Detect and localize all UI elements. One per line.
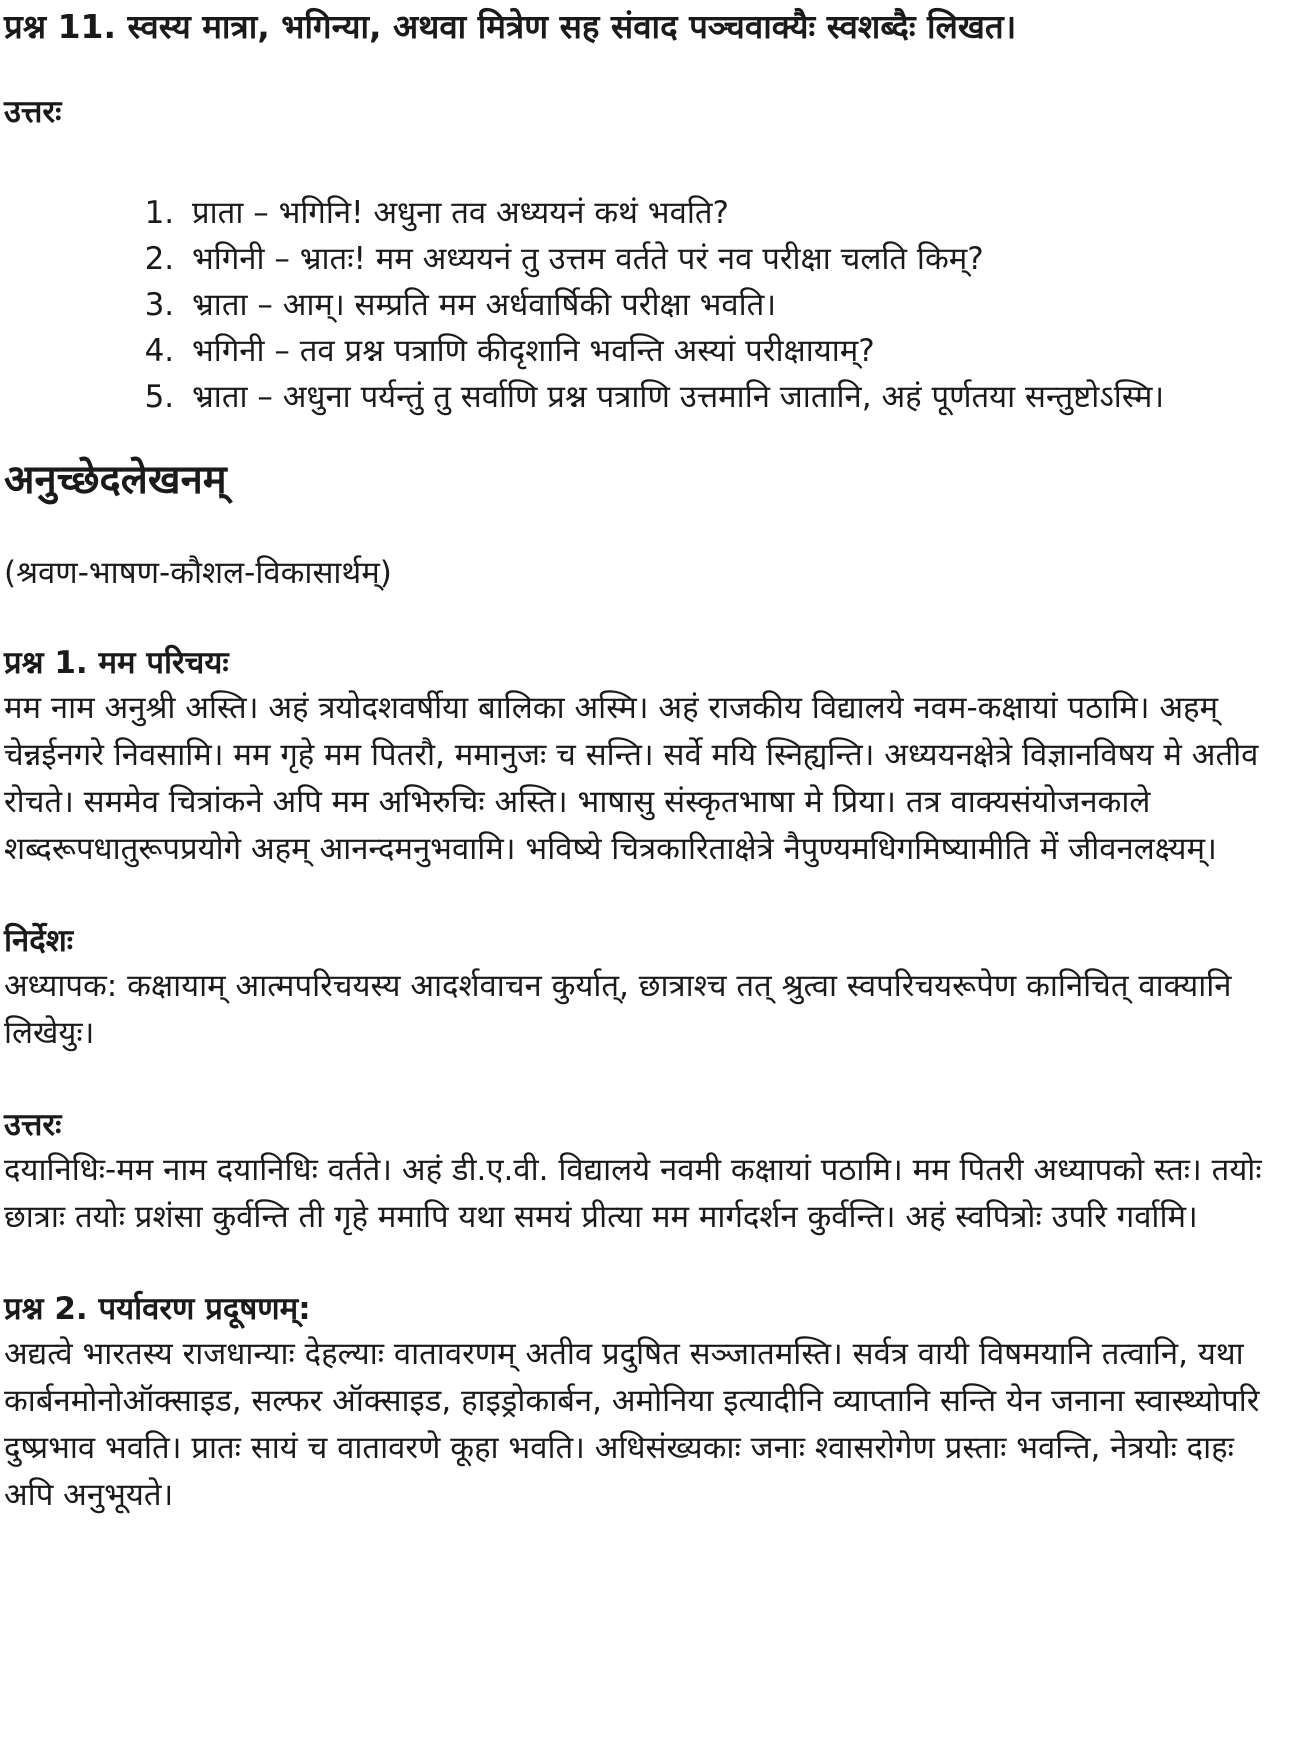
q1-answer-label: उत्तरः [4, 1107, 62, 1143]
dialogue-line: 3. भ्राता – आम्। सम्प्रति मम अर्धवार्षिकी परीक्षा भवति। [184, 282, 1286, 328]
q2-heading: प्रश्न 2. पर्यावरण प्रदूषणम्: [4, 1291, 311, 1327]
q1-instruction-text: अध्यापक: कक्षायाम् आत्मपरिचयस्य आदर्शवाचन कुर्यात्, छात्राश्च तत् श्रुत्वा स्वपरिचयरूपेण कानिचित् वाक्यानि लिखेयुः। [4, 968, 1232, 1051]
dialogue-line: 1. प्राता – भगिनि! अधुना तव अध्ययनं कथं भवति? [184, 190, 1286, 236]
q1-paragraph: मम नाम अनुश्री अस्ति। अहं त्रयोदशवर्षीया बालिका अस्मि। अहं राजकीय विद्यालये नवम-कक्षायां पठामि। अहम् चेन्नईनगरे निवसामि। मम गृहे मम पितरौ, ममानुजः च सन्ति। सर्वे मयि स्निह्यन्ति। अध्ययनक्षेत्रे विज्ञानविषय मे अतीव रोचते। सममेव चित्रांकने अपि मम अभिरुचिः अस्ति। भाषासु संस्कृतभाषा मे प्रिया। तत्र वाक्यसंयोजनकाले शब्दरूपधातुरूपप्रयोगे अहम् आनन्दमनुभवामि। भविष्ये चित्रकारिताक्षेत्रे नैपुण्यमधिगमिष्यामीति में जीवनलक्ष्यम्। [4, 690, 1259, 867]
dialogue-line: 4. भगिनी – तव प्रश्न पत्राणि कीदृशानि भवन्ति अस्यां परीक्षायाम्? [184, 328, 1286, 374]
q11-answer-label: उत्तरः [4, 94, 62, 130]
section-title: अनुच्छेदलेखनम् [4, 457, 227, 503]
dialogue-line: 5. भ्राता – अधुना पर्यन्तुं तु सर्वाणि प्रश्न पत्राणि उत्तमानि जातानि, अहं पूर्णतया सन्तुष्टोऽस्मि। [184, 374, 1286, 420]
q2-paragraph: अद्यत्वे भारतस्य राजधान्याः देहल्याः वातावरणम् अतीव प्रदुषित सञ्जातमस्ति। सर्वत्र वायी विषमयानि तत्वानि, यथा कार्बनमोनोऑक्साइड, सल्फर ऑक्साइड, हाइड्रोकार्बन, अमोनिया इत्यादीनि व्याप्तानि सन्ति येन जनाना स्वास्थ्योपरि दुष्प्रभाव भवति। प्रातः सायं च वातावरणे कूहा भवति। अधिसंख्यकाः जनाः श्वासरोगेण प्रस्ताः भवन्ति, नेत्रयोः दाहः अपि अनुभूयते। [4, 1336, 1260, 1513]
section-subtitle: (श्रवण-भाषण-कौशल-विकासार्थम्) [4, 555, 392, 591]
q1-answer-text: दयानिधिः-मम नाम दयानिधिः वर्तते। अहं डी.ए.वी. विद्यालये नवमी कक्षायां पठामि। मम पितरी अध्यापको स्तः। तयोः छात्राः तयोः प्रशंसा कुर्वन्ति ती गृहे ममापि यथा समयं प्रीत्या मम मार्गदर्शन कुर्वन्ति। अहं स्वपित्रोः उपरि गर्वामि। [4, 1152, 1262, 1235]
q1-instruction-label: निर्देशः [4, 923, 74, 959]
q11-heading: प्रश्न 11. स्वस्य मात्रा, भगिन्या, अथवा मित्रेण सह संवाद पञ्चवाक्यैः स्वशब्दैः लिखत। [4, 7, 1017, 46]
q1-heading: प्रश्न 1. मम परिचयः [4, 645, 229, 681]
dialogue-line: 2. भगिनी – भ्रातः! मम अध्ययनं तु उत्तम वर्तते परं नव परीक्षा चलति किम्? [184, 236, 1286, 282]
q11-dialogue-list [4, 190, 1286, 420]
